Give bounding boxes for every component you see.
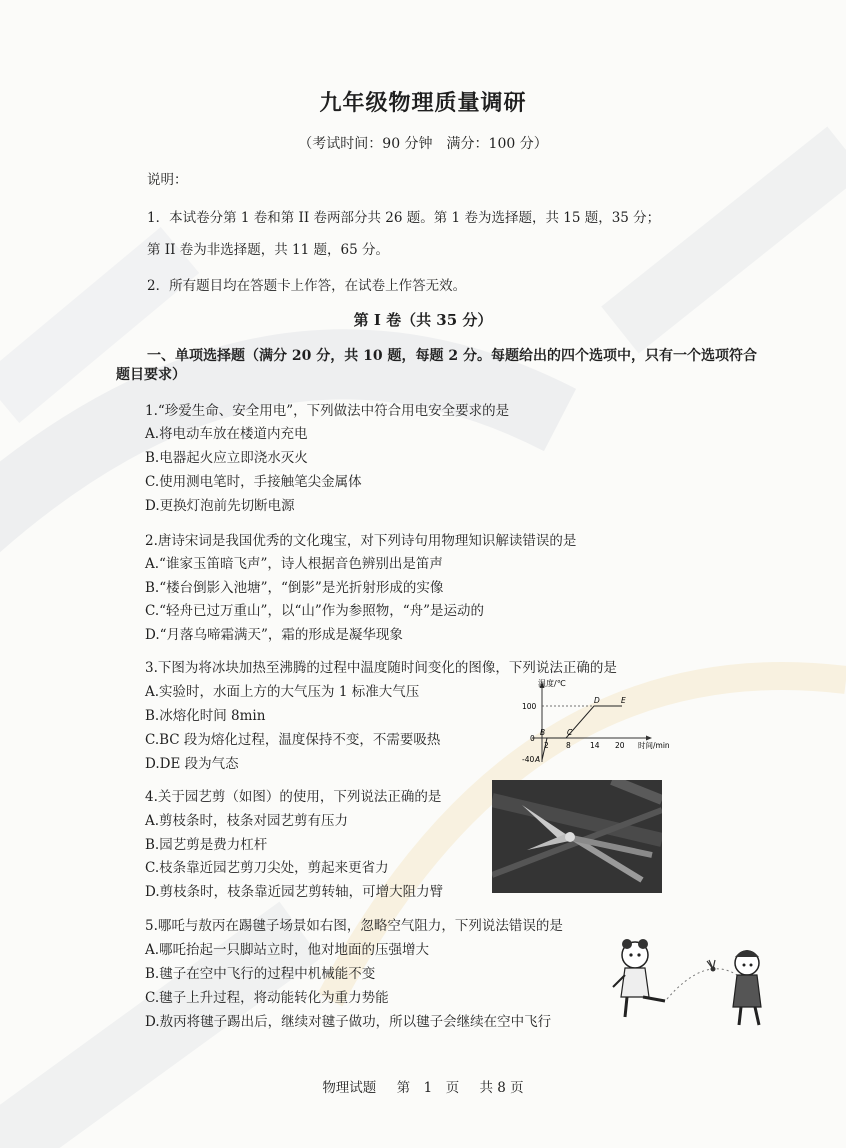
graph-x-arrow [646,736,652,741]
graph-point-d: D [594,696,600,705]
question-2-option-a: A.“谁家玉笛暗飞声”，诗人根据音色辨别出是笛声 [145,556,443,572]
graph-tick-yneg: -40 [522,755,535,764]
question-5-stem: 5.哪吒与敖丙在踢毽子场景如右图，忽略空气阻力，下列说法错误的是 [145,918,563,934]
footer-page-number: 第 1 页 [396,1080,460,1096]
shuttlecock-path [667,969,737,999]
instruction-1-line-2: 第 II 卷为非选择题，共 11 题，65 分。 [147,242,389,258]
question-1-option-c: C.使用测电笔时，手接触笔尖金属体 [145,474,362,490]
graph-curve [542,706,622,760]
question-5-option-a: A.哪吒抬起一只脚站立时，他对地面的压强增大 [145,942,430,958]
question-3-option-a: A.实验时，水面上方的大气压为 1 标准大气压 [145,684,420,700]
graph-point-c: C [567,728,573,737]
question-4-option-b: B.园艺剪是费力杠杆 [145,837,268,853]
page-title: 九年级物理质量调研 [319,90,527,116]
graph-ylabel: 温度/℃ [538,679,566,688]
question-2-option-d: D.“月落乌啼霜满天”，霜的形成是凝华现象 [145,627,403,643]
aobing-figure [733,950,761,1025]
question-3-option-b: B.冰熔化时间 8min [145,708,266,724]
footer-subject: 物理试题 [322,1080,377,1096]
exam-info: （考试时间：90 分钟 满分：100 分） [298,136,548,152]
part-heading-line-1: 一、单项选择题（满分 20 分，共 10 题，每题 2 分。每题给出的四个选项中，只有一个选项符合 [147,348,757,364]
question-5-option-b: B.毽子在空中飞行的过程中机械能不变 [145,966,376,982]
question-4-option-c: C.枝条靠近园艺剪刀尖处，剪起来更省力 [145,860,389,876]
page-footer [0,1076,846,1096]
temperature-time-graph [518,676,678,766]
question-3-option-d: D.DE 段为气态 [145,756,239,772]
question-4-option-d: D.剪枝条时，枝条靠近园艺剪转轴，可增大阻力臂 [145,884,444,900]
question-2-option-b: B.“楼台倒影入池塘”，“倒影”是光折射形成的实像 [145,580,444,596]
graph-tick-x8: 8 [566,741,571,750]
graph-tick-y100: 100 [522,702,537,711]
question-3-option-c: C.BC 段为熔化过程，温度保持不变，不需要吸热 [145,732,441,748]
question-3-stem: 3.下图为将冰块加热至沸腾的过程中温度随时间变化的图像，下列说法正确的是 [145,660,617,676]
graph-tick-x2: 2 [544,741,549,750]
question-2-stem: 2.唐诗宋词是我国优秀的文化瑰宝，对下列诗句用物理知识解读错误的是 [145,533,577,549]
graph-tick-x20: 20 [615,741,625,750]
nezha-figure [613,939,665,1017]
question-2-option-c: C.“轻舟已过万重山”，以“山”作为参照物，“舟”是运动的 [145,603,485,619]
question-1-option-a: A.将电动车放在楼道内充电 [145,426,308,442]
question-1-option-d: D.更换灯泡前先切断电源 [145,498,295,514]
question-1-stem: 1.“珍爱生命、安全用电”，下列做法中符合用电安全要求的是 [145,403,510,419]
graph-tick-y0: 0 [530,734,535,743]
graph-point-b: B [540,728,546,737]
instructions-heading: 说明： [147,172,188,188]
question-5-option-c: C.毽子上升过程，将动能转化为重力势能 [145,990,389,1006]
instruction-1-line-1: 1．本试卷分第 1 卷和第 II 卷两部分共 26 题。第 1 卷为选择题，共 15 题，35 分； [147,210,661,226]
instruction-2: 2．所有题目均在答题卡上作答，在试卷上作答无效。 [147,278,467,294]
question-4-option-a: A.剪枝条时，枝条对园艺剪有压力 [145,813,349,829]
question-4-stem: 4.关于园艺剪（如图）的使用，下列说法正确的是 [145,789,442,805]
pruning-shears-photo [492,780,662,893]
part-heading-line-2: 题目要求） [116,367,186,383]
footer-total-pages: 共 8 页 [479,1080,524,1096]
question-5-option-d: D.敖丙将毽子踢出后，继续对毽子做功，所以毽子会继续在空中飞行 [145,1014,552,1030]
shuttlecock-kicking-illustration [605,935,775,1035]
question-1-option-b: B.电器起火应立即浇水灭火 [145,450,308,466]
graph-point-a: A [535,755,541,764]
graph-point-e: E [621,696,626,705]
graph-tick-x14: 14 [590,741,600,750]
section-title: 第 I 卷（共 35 分） [353,311,493,329]
graph-xlabel: 时间/min [638,741,670,750]
